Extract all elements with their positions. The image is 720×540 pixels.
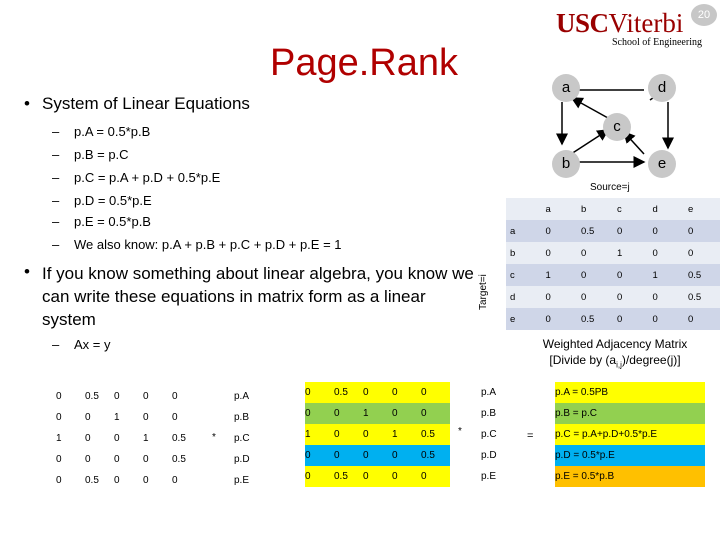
bullet-linear-algebra: If you know something about linear algebra, you know we can write these equations in matrix form as a linear system — [42, 264, 474, 329]
graph-node-b: b — [552, 150, 580, 178]
graph-node-a: a — [552, 74, 580, 102]
logo-viterbi: Viterbi — [608, 8, 684, 38]
weighted-adjacency-caption: Weighted Adjacency Matrix [Divide by $(a_{i,j})/degree(j)$] — [542, 337, 688, 370]
target-label: Target=i — [478, 274, 489, 310]
equation-2: – p.B = p.C — [52, 147, 129, 162]
equation-4: – p.D = 0.5*p.E — [52, 193, 152, 208]
matrix-a-colored: 0 0.5 0 0 0 0 0 1 0 0 1 0 0 1 0.5 0 0 0 0 0.5 0 0.5 0 0 0 — [305, 382, 450, 487]
graph-node-d: d — [648, 74, 676, 102]
equation-5: – p.E = 0.5*p.B — [52, 214, 151, 229]
page-number: 20 — [691, 4, 717, 26]
bullet-system-of-linear-equations: System of Linear Equations — [42, 94, 250, 113]
bullet-dot: • — [24, 94, 30, 113]
matrix-a-left: 0 0.5 0 0 0 0 0 1 0 0 1 0 0 1 0.5 0 0 0 0 0.5 0 0.5 0 0 0 — [56, 391, 186, 486]
times-operator-2: * — [458, 426, 462, 437]
equation-sum: – We also know: p.A + p.B + p.C + p.D + p.E = 1 — [52, 237, 342, 252]
equation-3: – p.C = p.A + p.D + 0.5*p.E — [52, 170, 221, 185]
usc-viterbi-logo — [556, 8, 702, 48]
adjacency-matrix-table: a b c d e a 0 0.5 0 0 0 b 0 0 1 0 0 c 1 0 0 1 0.5 d 0 0 0 0 0.5 e 0 0.5 0 0 0 — [506, 198, 720, 330]
result-vector: p.A = 0.5PB p.B = p.C p.C = p.A+p.D+0.5*p.E p.D = 0.5*p.E p.E = 0.5*p.B — [555, 382, 705, 487]
bullet-dot-2: • — [24, 262, 30, 281]
slide-title: Page.Rank — [270, 42, 459, 84]
source-label: Source=j — [590, 182, 630, 193]
vector-x-left: p.A p.B p.C p.D p.E — [234, 391, 250, 486]
logo-usc: USC — [556, 8, 609, 38]
equals-operator: = — [527, 430, 534, 442]
vector-x-right: p.A p.B p.C p.D p.E — [481, 387, 497, 482]
equation-1: – p.A = 0.5*p.B — [52, 124, 151, 139]
edge-c-a — [572, 98, 608, 118]
times-operator-1: * — [212, 432, 216, 443]
logo-school: School of Engineering — [612, 37, 702, 48]
ax-equals-y: – Ax = y — [52, 337, 111, 352]
graph-node-c: c — [603, 113, 631, 141]
graph-node-e: e — [648, 150, 676, 178]
